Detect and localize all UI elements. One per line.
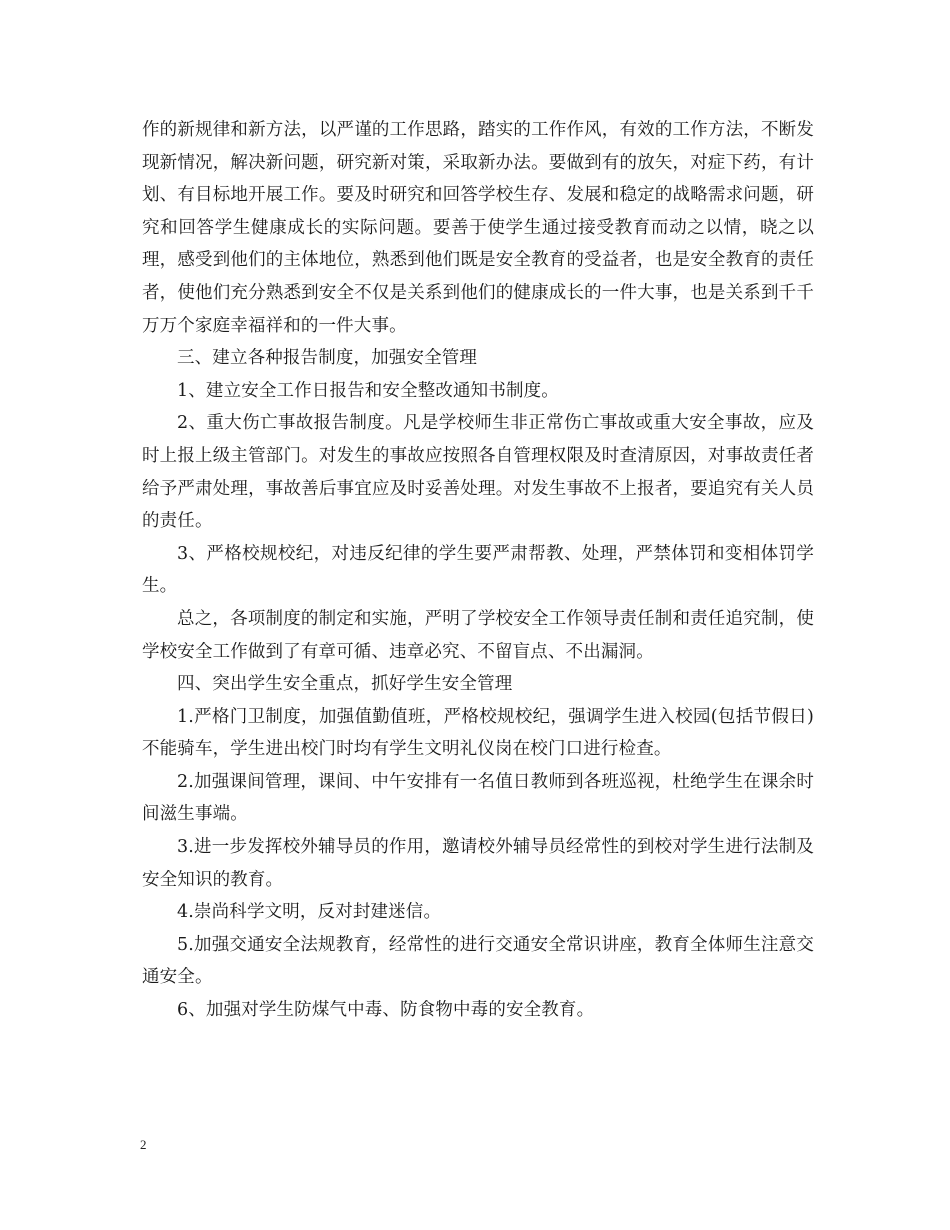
paragraph-continuation: 作的新规律和新方法，以严谨的工作思路，踏实的工作作风，有效的工作方法，不断发现新情况，解决新问题，研究新对策，采取新办法。要做到有的放矢，对症下药，有计划、有目标地开展工作。要及时研究和回答学校生存、发展和稳定的战略需求问题，研究和回答学生健康成长的实际问题。要善于使学生通过接受教育而动之以情，晓之以理，感受到他们的主体地位，熟悉到他们既是安全教育的受益者，也是安全教育的责任者，使他们充分熟悉到安全不仅是关系到他们的健康成长的一件大事，也是关系到千千万万个家庭幸福祥和的一件大事。 xyxy=(142,120,814,336)
list-item-daily-report: 1、建立安全工作日报告和安全整改通知书制度。 xyxy=(177,380,559,401)
list-item-traffic-safety: 5.加强交通安全法规教育，经常性的进行交通安全常识讲座，教育全体师生注意交通安全。 xyxy=(142,934,814,988)
section-heading-reporting-system: 三、建立各种报告制度，加强安全管理 xyxy=(177,348,478,369)
document-body xyxy=(142,114,814,1027)
list-item-school-discipline: 3、严格校规校纪，对违反纪律的学生要严肃帮教、处理，严禁体罚和变相体罚学生。 xyxy=(142,543,814,597)
paragraph-summary: 总之，各项制度的制定和实施，严明了学校安全工作领导责任制和责任追究制，使学校安全工作做到了有章可循、违章必究、不留盲点、不出漏洞。 xyxy=(142,608,814,662)
section-heading-student-safety: 四、突出学生安全重点，抓好学生安全管理 xyxy=(177,674,513,695)
list-item-break-management: 2.加强课间管理，课间、中午安排有一名值日教师到各班巡视，杜绝学生在课余时间滋生事端。 xyxy=(142,771,814,825)
list-item-gate-duty: 1.严格门卫制度，加强值勤值班，严格校规校纪，强调学生进入校园(包括节假日)不能骑车，学生进出校门时均有学生文明礼仪岗在校门口进行检查。 xyxy=(142,706,814,760)
page-number: 2 xyxy=(140,1137,147,1152)
list-item-science-culture: 4.崇尚科学文明，反对封建迷信。 xyxy=(177,902,442,923)
list-item-external-counselors: 3.进一步发挥校外辅导员的作用，邀请校外辅导员经常性的到校对学生进行法制及安全知识的教育。 xyxy=(142,837,814,890)
list-item-accident-report: 2、重大伤亡事故报告制度。凡是学校师生非正常伤亡事故或重大安全事故，应及时上报上级主管部门。对发生的事故应按照各自管理权限及时查清原因，对事故责任者给予严肃处理，事故善后事宜应及时妥善处理。对发生事故不上报者，要追究有关人员的责任。 xyxy=(142,413,814,532)
list-item-poisoning-prevention: 6、加强对学生防煤气中毒、防食物中毒的安全教育。 xyxy=(177,1000,595,1021)
